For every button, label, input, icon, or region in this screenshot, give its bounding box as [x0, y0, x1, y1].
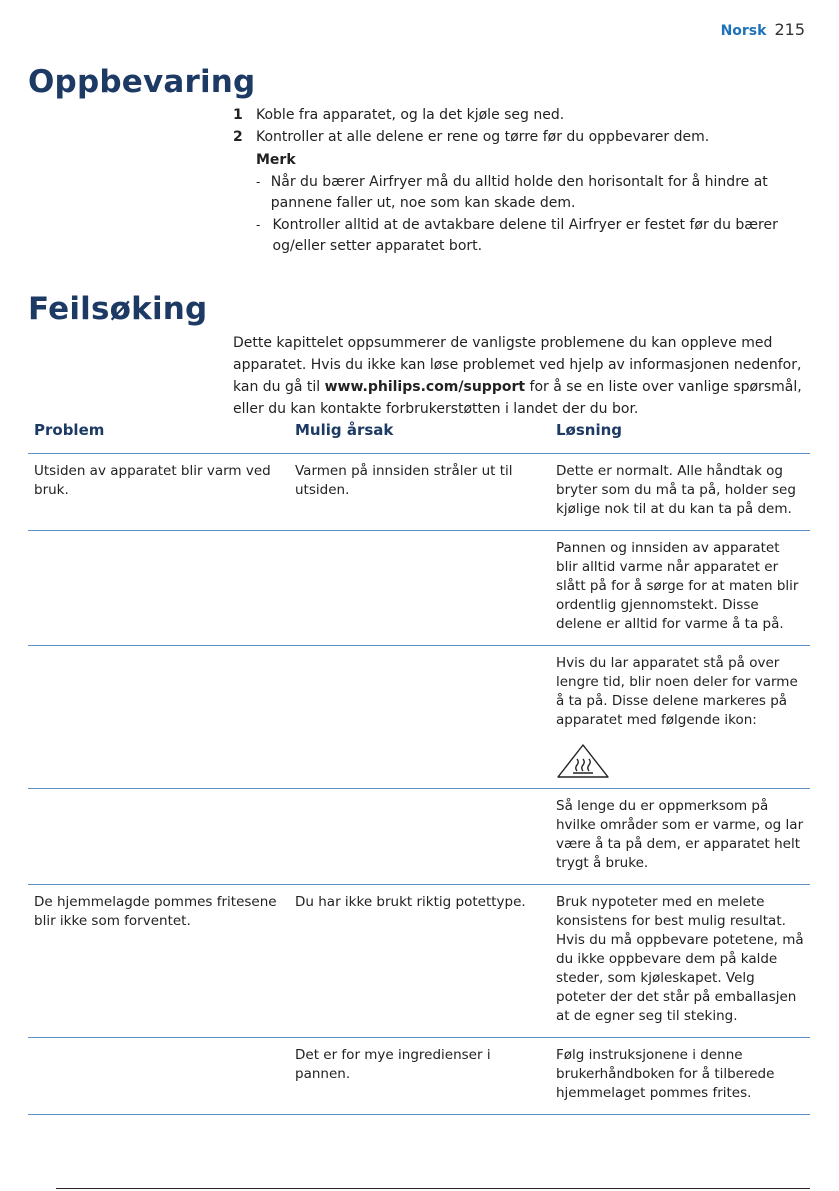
table-header-row	[28, 419, 810, 454]
cause-cell	[289, 789, 550, 885]
storage-title: Oppbevaring	[28, 64, 256, 100]
step-item	[233, 126, 813, 148]
problem-cell	[28, 789, 289, 885]
solution-cell: Pannen og innsiden av apparatet blir alltid varme når apparatet er slått på for å sørge for at maten blir ordentlig gjennomstekt. Disse delene er alltid for varme å ta på.	[550, 531, 810, 646]
solution-cell: Følg instruksjonene i denne brukerhåndboken for å tilberede hjemmelaget pommes frites.	[550, 1038, 810, 1115]
cause-cell: Varmen på innsiden stråler ut til utsiden.	[289, 454, 550, 531]
table-row	[28, 1038, 810, 1115]
solution-text: Hvis du lar apparatet stå på over lengre tid, blir noen deler for varme å ta på. Disse delene markeres på apparatet med følgende ikon:	[556, 655, 798, 728]
troubleshooting-table	[28, 419, 810, 1115]
solution-cell: Så lenge du er oppmerksom på hvilke områder som er varme, og lar være å ta på dem, er apparatet helt trygt å bruke.	[550, 789, 810, 885]
page-number: 215	[774, 20, 805, 39]
footer-divider	[56, 1188, 810, 1189]
support-link[interactable]: www.philips.com/support	[324, 379, 526, 395]
problem-cell	[28, 1038, 289, 1115]
storage-steps	[233, 104, 813, 257]
step-text: Koble fra apparatet, og la det kjøle seg ned.	[256, 107, 565, 123]
table-row	[28, 454, 810, 531]
note-bullet-text: Når du bærer Airfryer må du alltid holde den horisontalt for å hindre at pannene faller ut, noe som kan skade dem.	[270, 174, 768, 211]
problem-cell	[28, 646, 289, 789]
hot-surface-warning-icon	[556, 743, 610, 779]
note-title: Merk	[256, 152, 296, 168]
note-bullet	[256, 172, 813, 214]
intro-text: Dette kapittelet oppsummerer de vanligste problemene du kan oppleve med apparatet. Hvis du ikke kan løse problemet ved hjelp av informasjonen nedenfor, kan du gå til	[233, 335, 802, 395]
step-text: Kontroller at alle delene er rene og tørre før du oppbevarer dem.	[256, 129, 710, 145]
problem-cell: De hjemmelagde pommes fritesene blir ikke som forventet.	[28, 885, 289, 1038]
cause-cell: Du har ikke brukt riktig potettype.	[289, 885, 550, 1038]
column-header-problem: Problem	[28, 419, 289, 454]
dash-marker: -	[256, 175, 261, 189]
solution-cell: Dette er normalt. Alle håndtak og bryter som du må ta på, holder seg kjølige nok til at du kan ta på dem.	[550, 454, 810, 531]
page-header	[721, 20, 805, 39]
column-header-cause: Mulig årsak	[289, 419, 550, 454]
table-row	[28, 531, 810, 646]
troubleshooting-intro	[233, 332, 811, 420]
problem-cell: Utsiden av apparatet blir varm ved bruk.	[28, 454, 289, 531]
table-row	[28, 646, 810, 789]
cause-cell: Det er for mye ingredienser i pannen.	[289, 1038, 550, 1115]
note-block	[256, 149, 813, 257]
table-row	[28, 789, 810, 885]
cause-cell	[289, 646, 550, 789]
dash-marker: -	[256, 218, 261, 232]
step-number: 2	[233, 129, 243, 145]
note-bullet-text: Kontroller alltid at de avtakbare delene til Airfryer er festet før du bærer og/eller setter apparatet bort.	[272, 217, 778, 254]
problem-cell	[28, 531, 289, 646]
step-number: 1	[233, 107, 243, 123]
step-item	[233, 104, 813, 126]
solution-cell-with-icon	[550, 646, 810, 789]
solution-cell: Bruk nypoteter med en melete konsistens for best mulig resultat. Hvis du må oppbevare potetene, må du ikke oppbevare dem på kalde steder, som kjøleskapet. Velg poteter der det står på emballasjen at de egner seg til steking.	[550, 885, 810, 1038]
cause-cell	[289, 531, 550, 646]
table-row	[28, 885, 810, 1038]
intro-text-end: for å se en liste over vanlige spørsmål, eller du kan kontakte forbrukerstøtten i landet der du bor.	[233, 379, 802, 417]
language-label: Norsk	[720, 23, 767, 39]
column-header-solution: Løsning	[550, 419, 810, 454]
troubleshooting-title: Feilsøking	[28, 291, 208, 327]
note-bullet	[256, 215, 813, 257]
